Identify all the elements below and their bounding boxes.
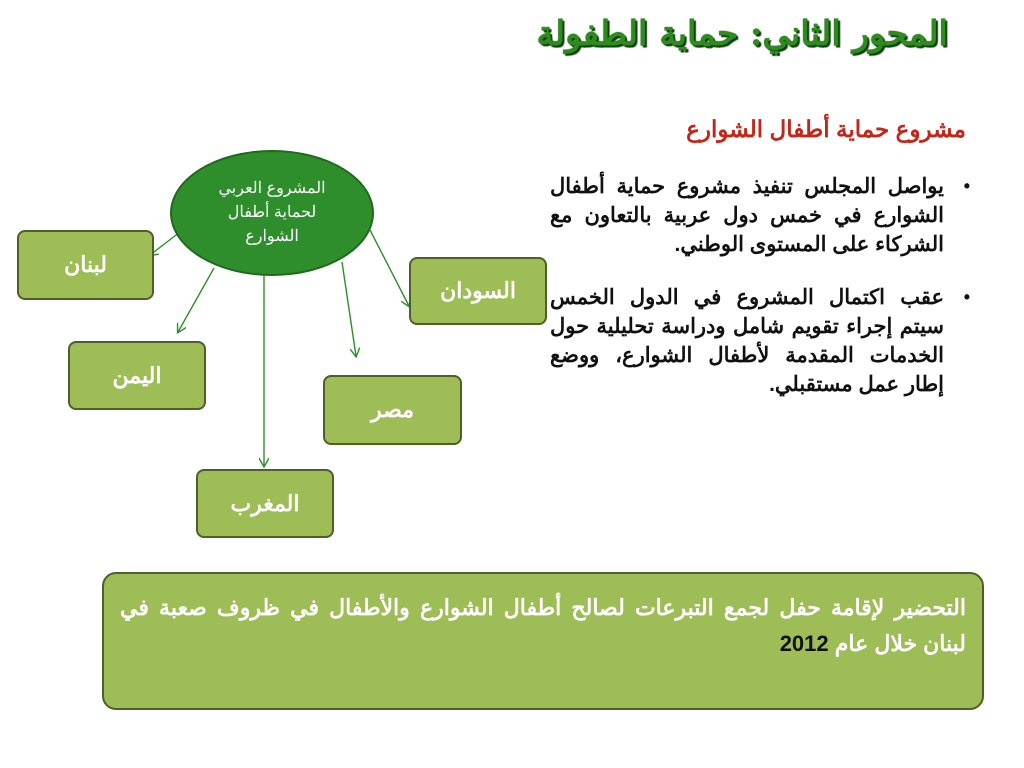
connector-sudan (370, 230, 409, 306)
country-box-morocco (196, 469, 334, 538)
country-box-sudan (409, 257, 547, 325)
bullet-dot-icon: • (963, 287, 970, 307)
bullet-dot-icon: • (963, 176, 970, 196)
center-node-label: المشروع العربي لحماية أطفال الشوارع (218, 180, 326, 245)
country-label: المغرب (230, 490, 300, 516)
country-label: مصر (371, 397, 415, 422)
slide-title: المحور الثاني: حماية الطفولة (536, 14, 948, 54)
country-label: لبنان (64, 252, 107, 277)
fundraising-note (102, 572, 984, 710)
country-label: السودان (440, 278, 516, 303)
section-heading: مشروع حماية أطفال الشوارع (686, 116, 966, 142)
country-label: اليمن (112, 362, 162, 388)
country-box-lebanon (17, 230, 154, 300)
note-year: 2012 (779, 631, 829, 656)
center-node-arab-project (170, 150, 374, 276)
connector-lebanon (150, 232, 180, 255)
connector-egypt (342, 262, 356, 356)
connector-yemen (178, 268, 214, 332)
note-text: التحضير لإقامة حفل لجمع التبرعات لصالح أطفال الشوارع والأطفال في ظروف صعبة في لبنان خلال عام (120, 595, 966, 656)
country-box-yemen (68, 341, 206, 410)
bullet-text: يواصل المجلس تنفيذ مشروع حماية أطفال الشوارع في خمس دول عربية بالتعاون مع الشركاء على المستوى الوطني. (550, 175, 944, 256)
bullet-text: عقب اكتمال المشروع في الدول الخمس سيتم إجراء تقويم شامل ودراسة تحليلية حول الخدمات المقدمة لأطفال الشوارع، ووضع إطار عمل مستقبلي. (550, 286, 944, 396)
country-box-egypt (323, 375, 462, 445)
